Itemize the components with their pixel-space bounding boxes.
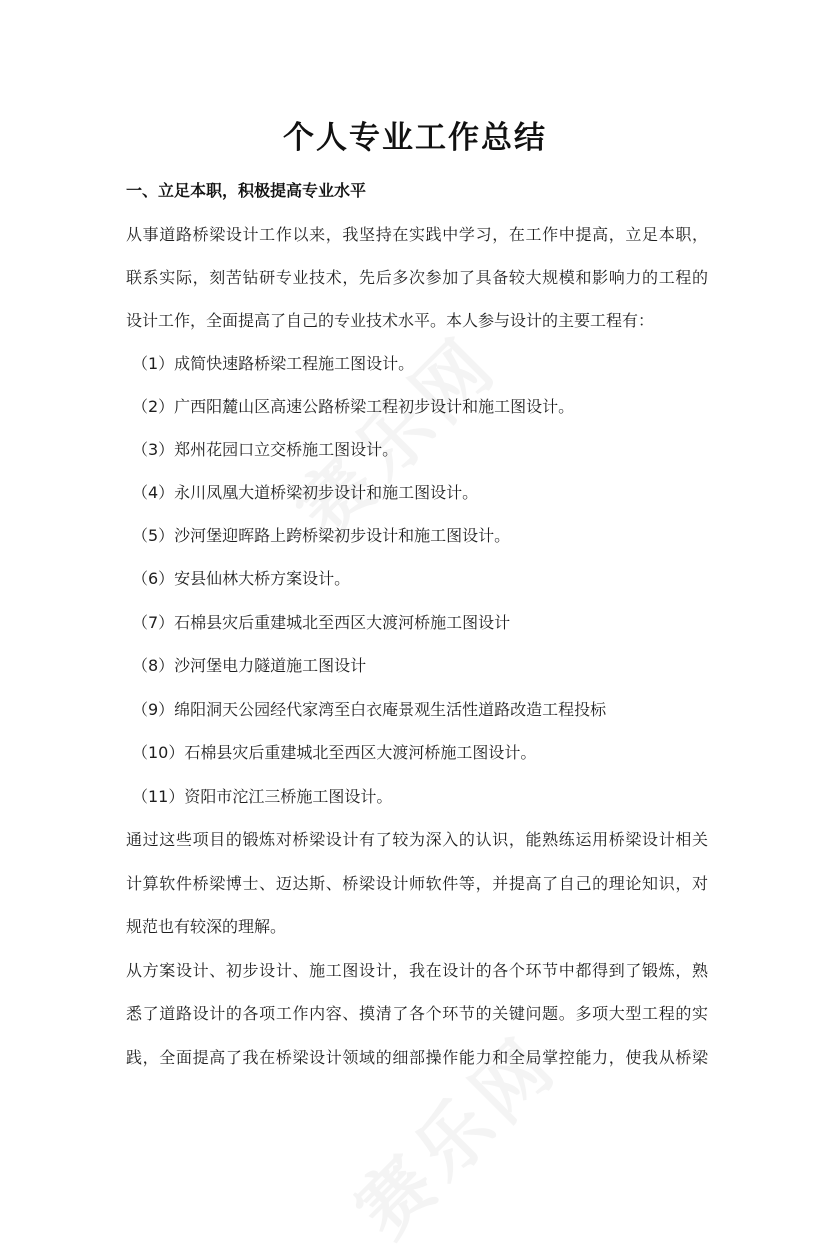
project-item: （9）绵阳洞天公园经代家湾至白衣庵景观生活性道路改造工程投标 xyxy=(132,700,607,719)
project-item: （5）沙河堡迎晖路上跨桥梁初步设计和施工图设计。 xyxy=(132,526,511,545)
intro-line: 设计工作，全面提高了自己的专业技术水平。本人参与设计的主要工程有： xyxy=(126,311,655,330)
watermark xyxy=(329,1009,578,1257)
project-item: （1）成简快速路桥梁工程施工图设计。 xyxy=(132,354,415,373)
project-item: （6）安县仙林大桥方案设计。 xyxy=(132,569,351,588)
paragraph-line: 通过这些项目的锻炼对桥梁设计有了较为深入的认识，能熟练运用桥梁设计相关 xyxy=(126,830,708,849)
intro-line: 从事道路桥梁设计工作以来，我坚持在实践中学习，在工作中提高，立足本职， xyxy=(126,225,708,244)
paragraph-line: 规范也有较深的理解。 xyxy=(126,917,287,936)
project-item: （10）石棉县灾后重建城北至西区大渡河桥施工图设计。 xyxy=(132,743,537,762)
project-item: （8）沙河堡电力隧道施工图设计 xyxy=(132,656,367,675)
page-title: 个人专业工作总结 xyxy=(283,120,547,156)
paragraph-line: 从方案设计、初步设计、施工图设计，我在设计的各个环节中都得到了锻炼，熟 xyxy=(126,961,708,980)
project-item: （3）郑州花园口立交桥施工图设计。 xyxy=(132,440,399,459)
section-heading: 一、立足本职，积极提高专业水平 xyxy=(126,181,367,200)
project-item: （7）石棉县灾后重建城北至西区大渡河桥施工图设计 xyxy=(132,613,511,632)
intro-line: 联系实际，刻苦钻研专业技术，先后多次参加了具备较大规模和影响力的工程的 xyxy=(126,268,708,287)
project-item: （4）永川凤凰大道桥梁初步设计和施工图设计。 xyxy=(132,483,479,502)
project-item: （11）资阳市沱江三桥施工图设计。 xyxy=(132,787,393,806)
paragraph-line: 悉了道路设计的各项工作内容、摸清了各个环节的关键问题。多项大型工程的实 xyxy=(126,1004,708,1023)
project-item: （2）广西阳麓山区高速公路桥梁工程初步设计和施工图设计。 xyxy=(132,397,575,416)
watermark xyxy=(269,309,518,558)
paragraph-line: 计算软件桥梁博士、迈达斯、桥梁设计师软件等，并提高了自己的理论知识，对 xyxy=(126,874,708,893)
paragraph-line: 践，全面提高了我在桥梁设计领域的细部操作能力和全局掌控能力，使我从桥梁 xyxy=(126,1048,708,1067)
